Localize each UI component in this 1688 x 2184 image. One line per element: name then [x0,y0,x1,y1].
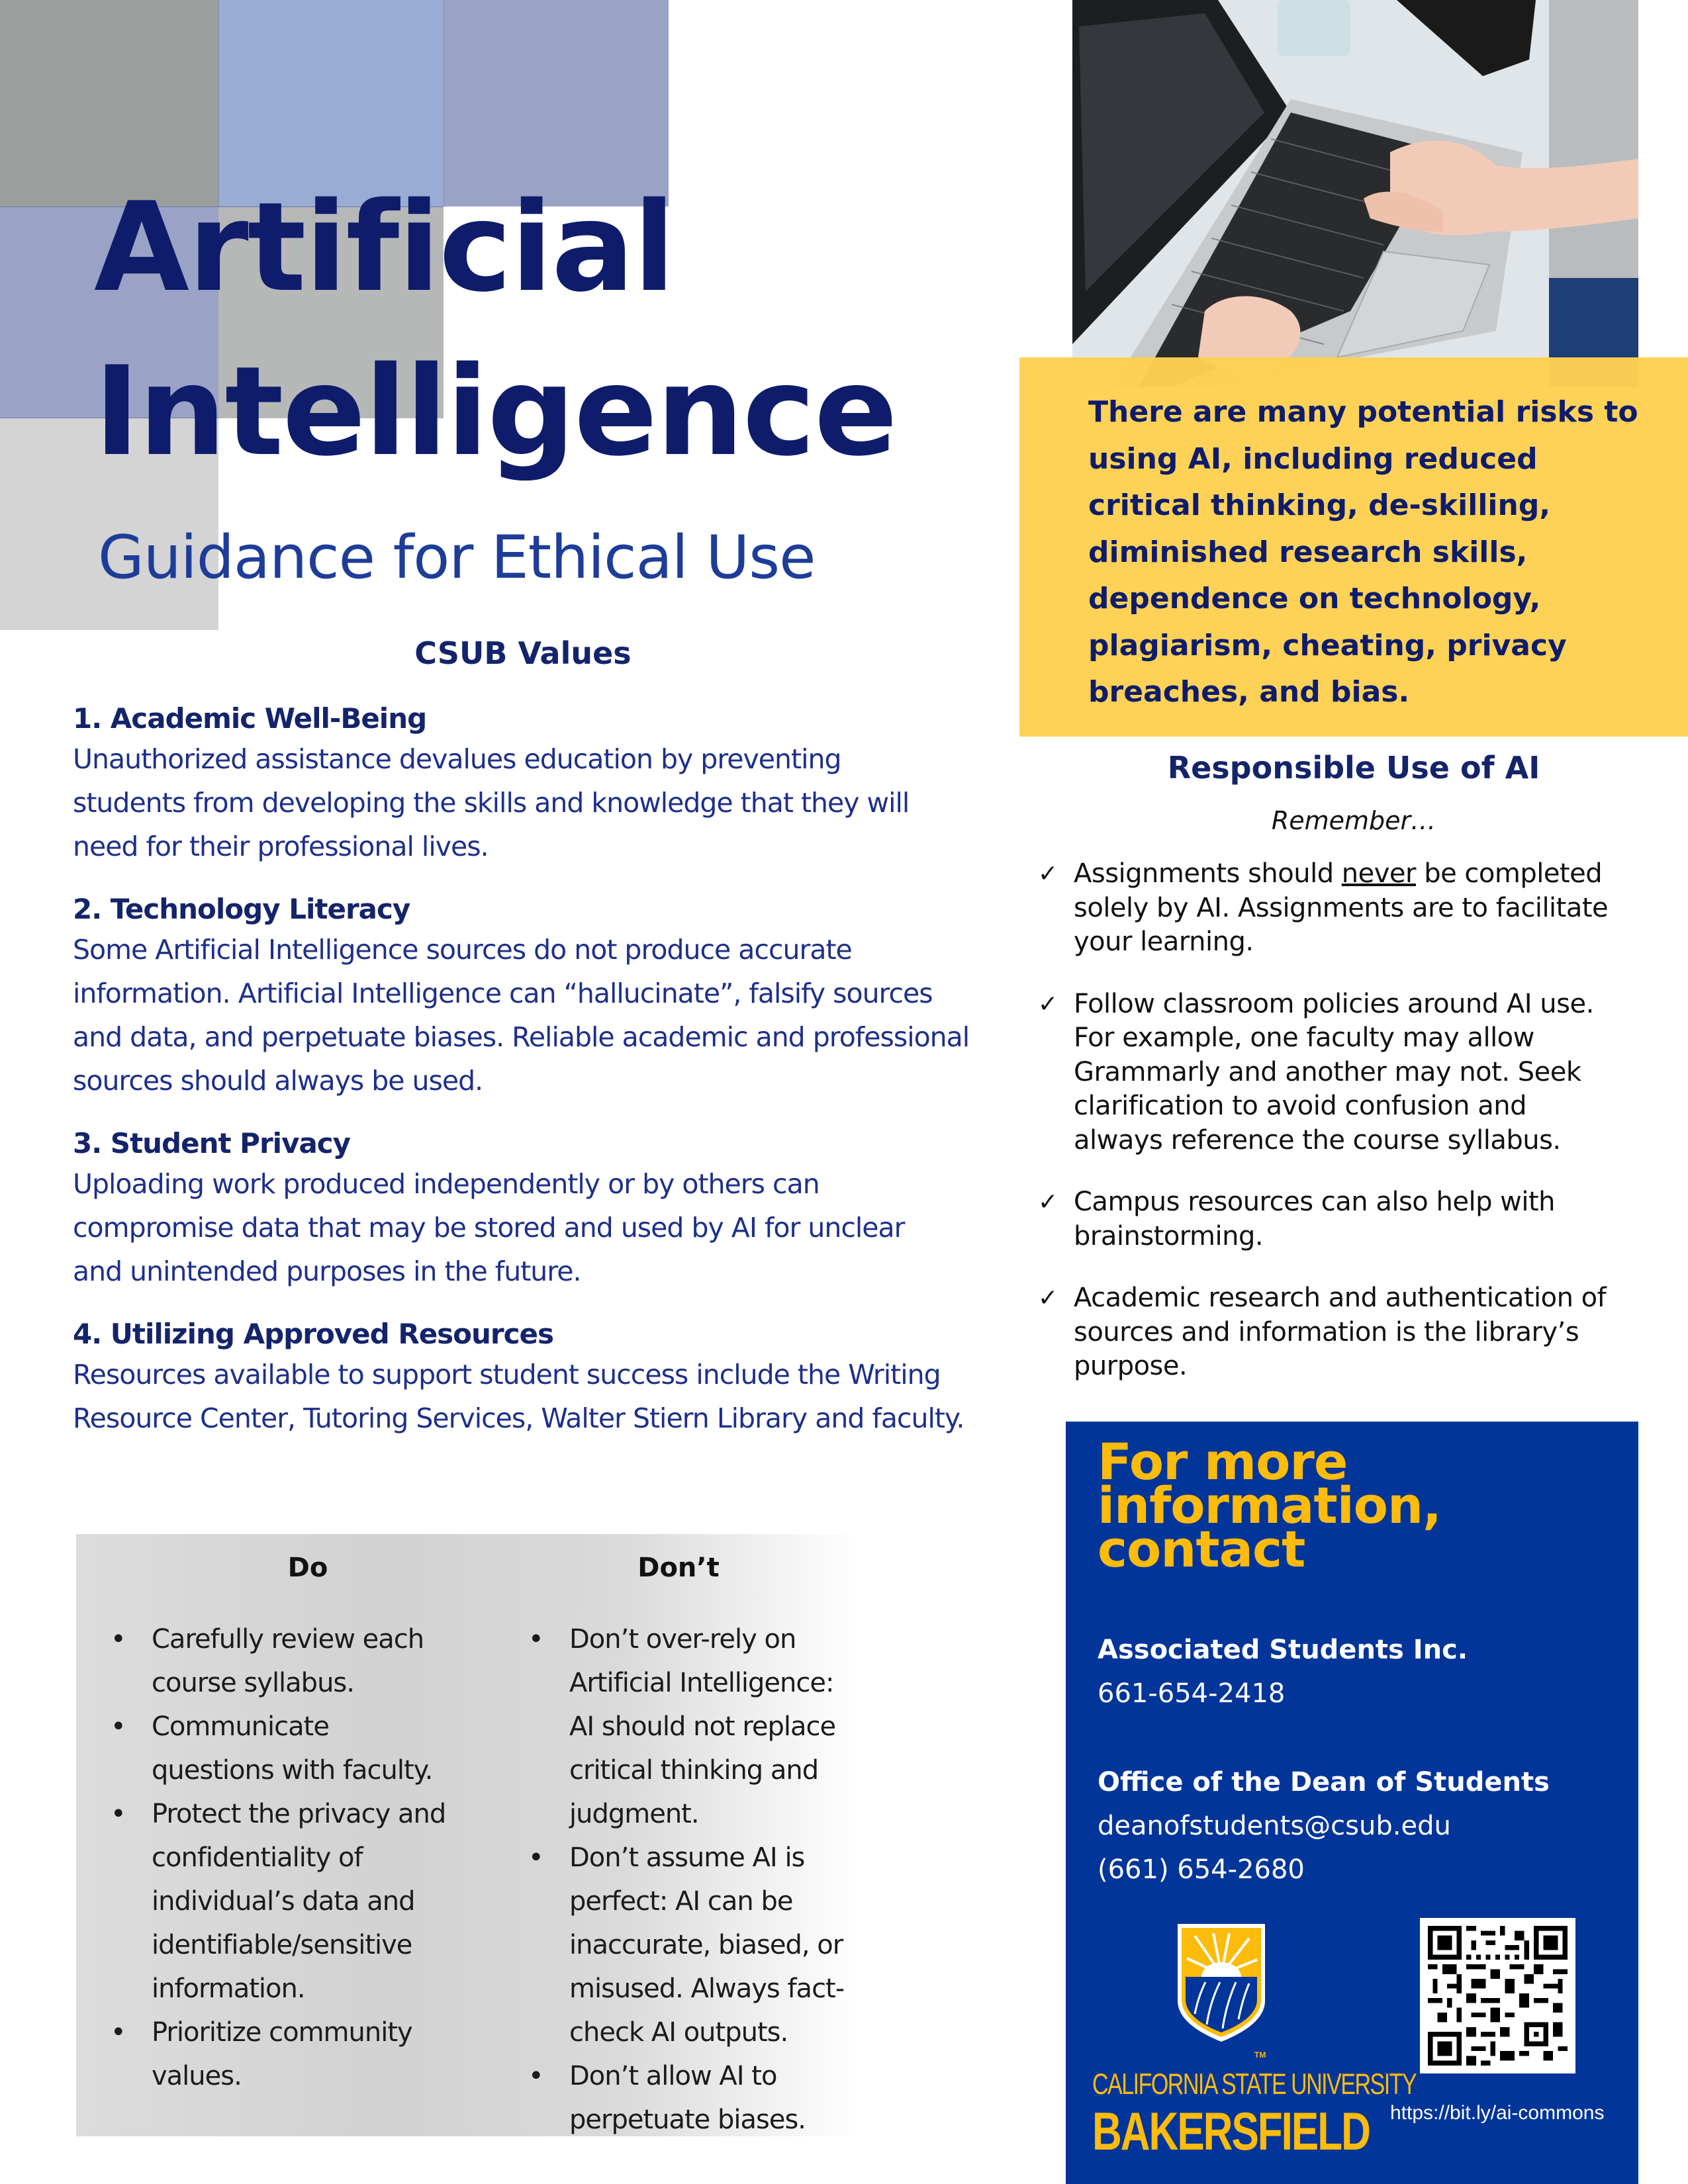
values-heading: CSUB Values [414,635,632,671]
checklist-item: ✓ Campus resources can also help with brainstorming. [1038,1187,1556,1251]
bullet-icon: • [528,2061,543,2091]
bullet-icon: • [528,1843,543,1873]
checklist-item: ✓ Academic research and authentication of sources and information is the library’s purpose. [1038,1283,1607,1381]
do-list [76,1617,487,2098]
bullet-icon: • [111,2017,126,2048]
qr-code[interactable] [1420,1918,1575,2073]
org-dean-of-students: Office of the Dean of Students [1098,1767,1550,1797]
do-item: • Prioritize community values. [76,2011,447,2098]
risks-callout [1019,357,1688,737]
laptop-typing-image [1072,0,1638,387]
do-item: • Carefully review each course syllabus. [76,1617,447,1705]
dont-item: • Don’t over-rely on Artificial Intelligence: AI should not replace critical thinking and judgment. [569,1617,861,1836]
org-associated-students: Associated Students Inc. [1098,1635,1468,1665]
dont-item: • Don’t assume AI is perfect: AI can be inaccurate, biased, or misused. Always fact-check AI outputs. [569,1836,861,2054]
qr-code-icon [1428,1926,1568,2066]
bullet-icon: • [111,1711,126,1742]
contact-panel [1066,1422,1638,2184]
value-title: 3. Student Privacy [73,1127,351,1160]
dont-list [528,1617,864,2142]
checklist-item: ✓ Assignments should never be completed solely by AI. Assignments are to facilitate your learning. [1038,858,1609,957]
checkmark-icon: ✓ [1038,1285,1058,1312]
remember-label: Remember… [1271,806,1436,835]
value-item [73,700,973,868]
checkmark-icon: ✓ [1038,1189,1058,1216]
page-subtitle: Guidance for Ethical Use [98,523,816,592]
responsible-use-checklist [1038,857,1640,1412]
bullet-icon: • [528,1624,543,1655]
value-title: 2. Technology Literacy [73,893,410,925]
do-dont-table [76,1534,857,2136]
value-body: Resources available to support student success include the Writing Resource Center, Tutoring Services, Walter Stiern Library and faculty. [73,1359,964,1434]
emphasis-never: never [1341,858,1416,889]
bullet-icon: • [111,1624,126,1655]
value-item [73,891,973,1103]
do-item: • Protect the privacy and confidentiality of individual’s data and identifiable/sensitive information. [76,1792,447,2011]
title-line-1: Artificial [94,175,675,319]
values-list [73,700,973,1463]
checkmark-icon: ✓ [1038,860,1058,887]
title-line-2: Intelligence [94,340,897,483]
risks-text: There are many potential risks to using AI, including reduced critical thinking, de-skilling, diminished research skills, dependence on technology, plagiarism, cheating, privacy breaches, and bias. [1088,395,1638,709]
value-item [73,1316,973,1440]
phone-dean-of-students[interactable]: (661) 654-2680 [1098,1854,1305,1885]
phone-associated-students[interactable]: 661-654-2418 [1098,1678,1286,1709]
bullet-icon: • [111,1799,126,1829]
do-column [76,1534,487,2098]
do-heading: Do [287,1553,328,1583]
checkmark-icon: ✓ [1038,990,1058,1018]
dont-item: • Don’t allow AI to perpetuate biases. [569,2054,861,2142]
value-body: Uploading work produced independently or by others can compromise data that may be stored and used by AI for unclear and unintended purposes in the future. [73,1168,905,1287]
ai-commons-link[interactable]: https://bit.ly/ai-commons [1390,2102,1605,2124]
laptop-photo [1072,0,1638,387]
value-title: 1. Academic Well-Being [73,702,427,735]
value-body: Some Artificial Intelligence sources do not produce accurate information. Artificial Intelligence can “hallucinate”, falsify sources and data, and perpetuate biases. Reliable academic and professional sources should always be used. [73,934,970,1097]
dont-column [493,1534,864,2142]
checklist-item: ✓ Follow classroom policies around AI use. For example, one faculty may allow Grammarly and another may not. Seek clarification to avoid confusion and always reference the course syllabus. [1038,988,1594,1156]
trademark: TM [1254,2050,1266,2060]
value-body: Unauthorized assistance devalues education by preventing students from developing the skills and knowledge that they will need for their professional lives. [73,743,910,862]
value-title: 4. Utilizing Approved Resources [73,1318,554,1350]
do-item: • Communicate questions with faculty. [76,1705,447,1792]
responsible-use-heading: Responsible Use of AI [1167,750,1540,786]
logo-line-1: CALIFORNIA STATE UNIVERSITY [1092,2068,1417,2101]
contact-heading: For more information, contact [1098,1432,1441,1578]
dont-heading: Don’t [637,1553,720,1583]
csub-shield-icon [1175,1921,1268,2044]
logo-line-2: BAKERSFIELD [1092,2102,1370,2161]
value-item [73,1125,973,1293]
email-dean-of-students[interactable]: deanofstudents@csub.edu [1098,1811,1451,1841]
page-title [94,165,896,494]
